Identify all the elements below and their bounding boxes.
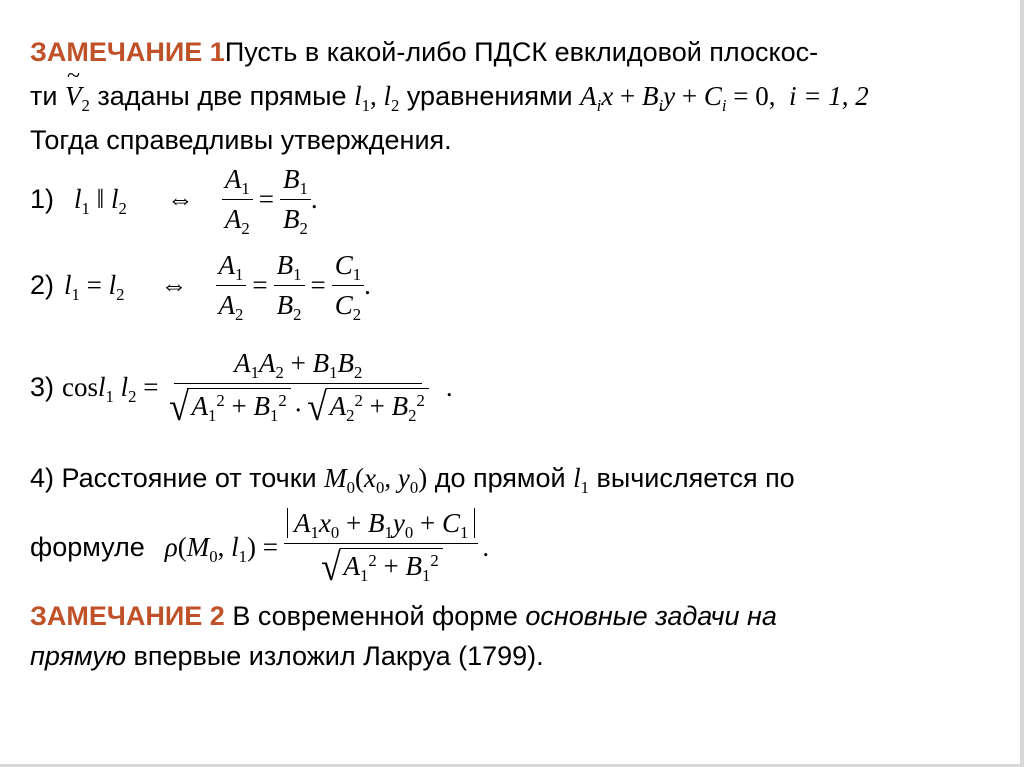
distance-fraction: $A_1x_0 + B_1y_0 + C_1$ √ $A_1^2 + B_1^2$ bbox=[284, 508, 478, 587]
remark1-line3: Тогда справедливы утверждения. bbox=[30, 125, 452, 155]
distance-expression: $\rho(M_0$, $l_1$) = bbox=[164, 531, 278, 566]
fraction-b1-b2: $\frac{B_1}{B_2}$ bbox=[274, 250, 305, 321]
remark2-text-b: впервые изложил Лакруа (1799). bbox=[126, 641, 544, 671]
equals-sign: = bbox=[310, 269, 326, 300]
coincide-expression: $l_1 = l_2$ bbox=[64, 269, 125, 304]
cos-fraction: $A_1A_2 + B_1B_2$ √ $A_1^2 + B_1^2$ · √ $A_2^2 + B_2^2$ bbox=[165, 348, 432, 426]
remark2-line2 bbox=[30, 640, 544, 672]
item2-label: 2) bbox=[30, 270, 55, 300]
remark1-line1 bbox=[30, 36, 818, 68]
remark2-italic-2: прямую bbox=[30, 641, 127, 671]
fraction-a1-a2: $\frac{A_1}{A_2}$ bbox=[216, 250, 247, 321]
remark2-line1 bbox=[30, 600, 777, 632]
item4-text-b: до прямой bbox=[427, 463, 574, 493]
remark1-text2b: заданы две прямые bbox=[89, 81, 355, 111]
cos-expression: cosl$_1$ $l_2$ = bbox=[62, 371, 159, 406]
fraction-c1-c2: $\frac{C_1}{C_2}$ bbox=[332, 250, 364, 321]
slide-edge-right bbox=[1020, 0, 1024, 767]
equals-sign: = bbox=[258, 183, 274, 214]
line-symbol-l1: l bbox=[354, 81, 362, 111]
statement-2 bbox=[30, 248, 371, 322]
statement-4-line1 bbox=[30, 462, 795, 497]
fraction-a1-a2: $\frac{A_1}{A_2}$ bbox=[222, 164, 253, 235]
remark2-italic-1: основные задачи на bbox=[525, 601, 777, 631]
item4-label: 4) bbox=[30, 463, 55, 493]
index-condition: i = 1, 2 bbox=[789, 81, 869, 111]
formula-word: формуле bbox=[30, 532, 145, 562]
line-equation: $A_ix + B_iy + C_i = 0$, i = 1, 2 bbox=[580, 81, 869, 115]
item4-text-a: Расстояние от точки bbox=[54, 463, 325, 493]
period: . bbox=[445, 371, 453, 402]
space-symbol: ~ V bbox=[65, 80, 82, 112]
remark1-text2a: ти bbox=[30, 81, 65, 111]
statement-3 bbox=[30, 342, 453, 432]
remark1-line2: ти ~ $V_2$ заданы две прямые $l_1$, $l_2$ уравнениями $A_ix + B_iy + C_i = 0$, i = 1, 2 bbox=[30, 80, 869, 112]
sub-1: 1 bbox=[361, 95, 370, 115]
point-m0: $M_0(x_0$, $y_0$) bbox=[324, 463, 428, 497]
sqrt-1: √ $A_1^2 + B_1^2$ bbox=[168, 388, 291, 426]
period: . bbox=[364, 269, 371, 300]
item3-label: 3) bbox=[30, 372, 55, 402]
fraction-b1-b2: $\frac{B_1}{B_2}$ bbox=[280, 164, 311, 235]
parallel-expression: $l_1$ ‖ $l_2$ bbox=[74, 183, 127, 218]
remark1-text2c: уравнениями bbox=[399, 81, 581, 111]
item1-label: 1) bbox=[30, 184, 55, 214]
remark2-text-a: В современной форме bbox=[224, 601, 526, 631]
sub-2: 2 bbox=[390, 95, 400, 115]
line-l1: $l_1$ bbox=[573, 463, 589, 497]
equivalence-symbol: ⇔ bbox=[166, 183, 194, 214]
period: . bbox=[310, 183, 318, 214]
remark2-title: ЗАМЕЧАНИЕ 2 bbox=[30, 601, 225, 631]
equivalence-symbol: ⇔ bbox=[160, 269, 188, 300]
equals-sign: = bbox=[252, 269, 268, 300]
period: . bbox=[482, 531, 490, 562]
remark1-text1: Пусть в какой-либо ПДСК евклидовой плоскос- bbox=[224, 37, 819, 67]
sqrt-2: √ $A_2^2 + B_2^2$ bbox=[306, 388, 429, 426]
statement-1 bbox=[30, 162, 318, 236]
statement-4-line2 bbox=[30, 504, 489, 590]
remark1-title: ЗАМЕЧАНИЕ 1 bbox=[30, 37, 225, 67]
item4-text-c: вычисляется по bbox=[588, 463, 795, 493]
sqrt-3: √ $A_1^2 + B_1^2$ bbox=[320, 548, 443, 586]
line-symbol-l2: l bbox=[383, 81, 391, 111]
space-subscript: 2 bbox=[81, 95, 90, 115]
